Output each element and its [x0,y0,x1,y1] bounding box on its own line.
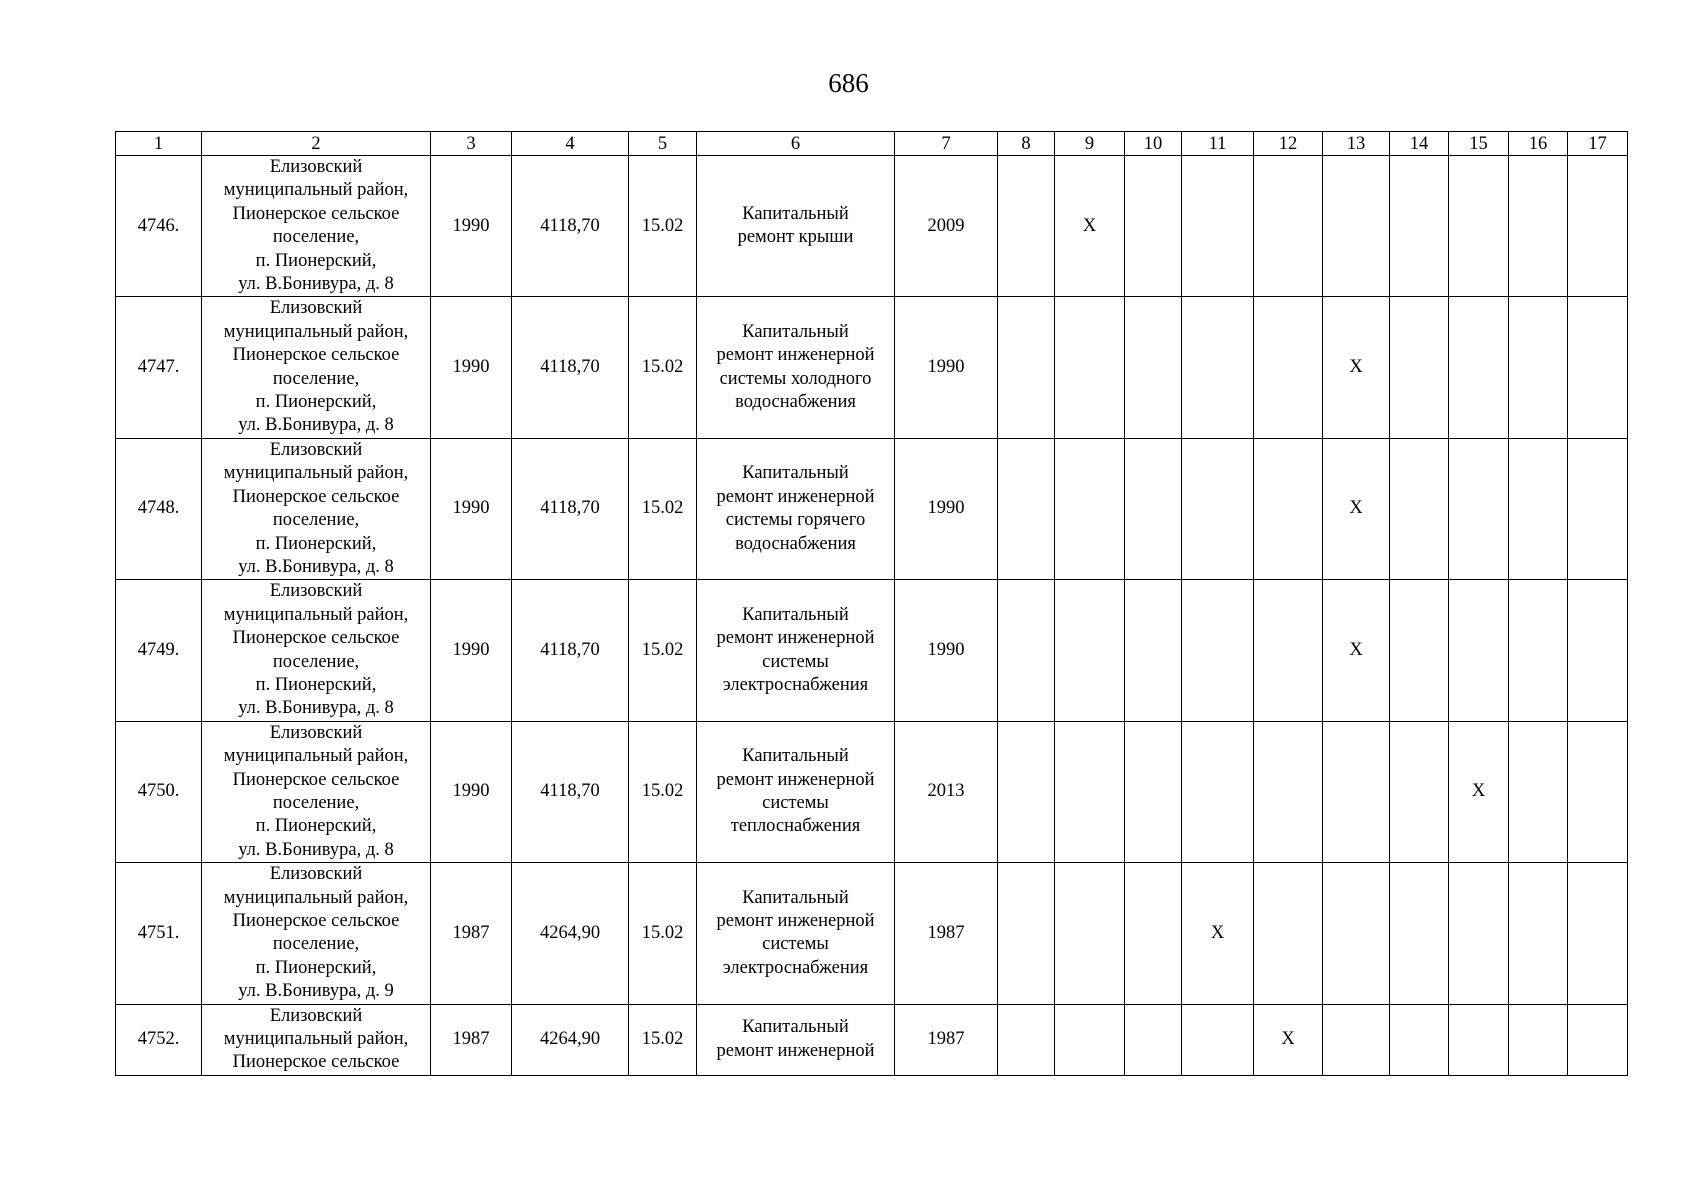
address-line: ул. В.Бонивура, д. 9 [238,981,394,1002]
address-line: Елизовский [269,864,363,885]
mark-cell [1125,156,1182,297]
total-area: 4118,70 [512,438,629,579]
address-line: поселение, [272,792,360,813]
work-year: 1990 [895,297,998,438]
work-type-line: ремонт инженерной [716,486,875,507]
total-area: 4118,70 [512,580,629,721]
work-type-line: ремонт крыши [737,227,854,248]
mark-cell [1323,863,1390,1004]
row-number: 4751. [116,863,202,1004]
address [202,297,431,438]
column-header: 2 [202,132,431,156]
work-year: 2009 [895,156,998,297]
address-line: ул. В.Бонивура, д. 8 [238,698,394,719]
mark-cell [1509,580,1568,721]
work-type [697,156,895,297]
total-area: 4264,90 [512,1004,629,1075]
mark-cell [1509,297,1568,438]
table-row [116,863,1628,1004]
work-type-line: системы [762,651,829,672]
column-header: 16 [1509,132,1568,156]
address-line: ул. В.Бонивура, д. 8 [238,839,394,860]
row-number: 4750. [116,721,202,862]
work-type [697,721,895,862]
mark-cell [1182,438,1254,579]
address-line: муниципальный район, [223,321,409,342]
mark-cell [1125,580,1182,721]
work-type-line: Капитальный [742,321,849,342]
address-line: Пионерское сельское [232,911,400,931]
column-header: 17 [1568,132,1628,156]
work-type-line: системы горячего [725,510,866,531]
work-year: 2013 [895,721,998,862]
row-number: 4746. [116,156,202,297]
header-row [116,132,1628,156]
mark-cell [1568,438,1628,579]
mark-cell: X [1182,863,1254,1004]
mark-cell: X [1323,580,1390,721]
column-header: 4 [512,132,629,156]
mark-cell [1449,297,1509,438]
mark-cell [1509,1004,1568,1075]
mark-cell [1390,156,1449,297]
table-row [116,721,1628,862]
address-line: муниципальный район, [223,463,409,484]
address-line: Елизовский [269,439,363,460]
work-type [697,1004,895,1075]
mark-cell [1125,863,1182,1004]
table-body [116,156,1628,1076]
address-line: п. Пионерский, [255,533,377,554]
code: 15.02 [629,1004,697,1075]
mark-cell [1509,863,1568,1004]
mark-cell [1182,721,1254,862]
column-header: 11 [1182,132,1254,156]
address-line: п. Пионерский, [255,816,377,837]
column-header: 3 [431,132,512,156]
code: 15.02 [629,721,697,862]
build-year: 1990 [431,580,512,721]
work-year: 1987 [895,1004,998,1075]
mark-cell [1568,1004,1628,1075]
address-line: Пионерское сельское [232,769,400,790]
mark-cell [1390,1004,1449,1075]
table-row [116,438,1628,579]
mark-cell [1254,438,1323,579]
address-line: поселение, [272,934,360,955]
total-area: 4264,90 [512,863,629,1004]
work-type-line: Капитальный [742,463,849,484]
column-header: 13 [1323,132,1390,156]
table-row [116,297,1628,438]
column-header: 7 [895,132,998,156]
code: 15.02 [629,156,697,297]
address-line: муниципальный район, [223,746,409,767]
mark-cell [1055,297,1125,438]
mark-cell [1182,156,1254,297]
address-line: п. Пионерский, [255,674,377,695]
mark-cell [1568,156,1628,297]
address-line: муниципальный район, [223,887,409,908]
table-row [116,1004,1628,1075]
mark-cell [1125,1004,1182,1075]
build-year: 1990 [431,297,512,438]
work-type-line: водоснабжения [735,533,856,554]
mark-cell [1449,156,1509,297]
address-line: Пионерское сельское [232,345,400,366]
build-year: 1987 [431,1004,512,1075]
column-header: 8 [998,132,1055,156]
address-line: Пионерское сельское [232,486,400,507]
total-area: 4118,70 [512,721,629,862]
address-line: муниципальный район, [223,1029,409,1050]
mark-cell [998,580,1055,721]
address-line: поселение, [272,510,360,531]
work-type-line: системы холодного [719,368,872,389]
work-year: 1987 [895,863,998,1004]
row-number: 4747. [116,297,202,438]
mark-cell [998,438,1055,579]
column-header: 9 [1055,132,1125,156]
mark-cell [1254,580,1323,721]
mark-cell [1390,580,1449,721]
address-line: п. Пионерский, [255,392,377,413]
mark-cell [1125,438,1182,579]
work-type-line: Капитальный [742,887,849,908]
address-line: ул. В.Бонивура, д. 8 [238,274,394,295]
address-line: поселение, [272,651,360,672]
address-line: Пионерское сельское [232,203,400,224]
address [202,721,431,862]
mark-cell [1390,721,1449,862]
work-type-line: ремонт инженерной [716,769,875,790]
work-type-line: теплоснабжения [730,816,861,837]
work-type-line: Капитальный [742,604,849,625]
address-line: ул. В.Бонивура, д. 8 [238,556,394,577]
address [202,156,431,297]
work-type-line: электроснабжения [722,957,869,978]
work-type [697,863,895,1004]
mark-cell [1390,863,1449,1004]
work-type-line: ремонт инженерной [716,345,875,366]
repair-register-table [115,131,1628,1076]
mark-cell [1390,297,1449,438]
build-year: 1990 [431,438,512,579]
mark-cell [1449,438,1509,579]
address-line: поселение, [272,227,360,248]
mark-cell [1254,156,1323,297]
work-type-line: системы [762,792,829,813]
mark-cell [1182,580,1254,721]
mark-cell [1125,721,1182,862]
mark-cell [1055,580,1125,721]
build-year: 1990 [431,156,512,297]
code: 15.02 [629,580,697,721]
mark-cell [1055,721,1125,862]
column-header: 10 [1125,132,1182,156]
address-line: Елизовский [269,1005,363,1026]
mark-cell [1254,863,1323,1004]
table-row [116,156,1628,297]
work-type-line: системы [762,934,829,955]
mark-cell: X [1055,156,1125,297]
row-number: 4749. [116,580,202,721]
work-year: 1990 [895,438,998,579]
mark-cell [1568,297,1628,438]
page-number: 686 [828,68,869,98]
mark-cell [998,721,1055,862]
mark-cell [1449,863,1509,1004]
code: 15.02 [629,297,697,438]
address-line: Елизовский [269,157,363,177]
column-header: 1 [116,132,202,156]
mark-cell [1182,1004,1254,1075]
code: 15.02 [629,438,697,579]
table-row [116,580,1628,721]
mark-cell [1125,297,1182,438]
column-header: 6 [697,132,895,156]
mark-cell [998,297,1055,438]
work-type-line: ремонт инженерной [716,911,875,931]
mark-cell [1509,156,1568,297]
address-line: п. Пионерский, [255,250,377,271]
mark-cell: X [1323,297,1390,438]
row-number: 4752. [116,1004,202,1075]
mark-cell [1509,721,1568,862]
code: 15.02 [629,863,697,1004]
address-line: Пионерское сельское [232,628,400,649]
mark-cell [1568,721,1628,862]
mark-cell [998,156,1055,297]
build-year: 1987 [431,863,512,1004]
mark-cell [998,1004,1055,1075]
address-line: ул. В.Бонивура, д. 8 [238,415,394,436]
mark-cell [1509,438,1568,579]
address [202,580,431,721]
mark-cell [1323,156,1390,297]
address-line: муниципальный район, [223,180,409,201]
work-type-line: Капитальный [742,746,849,767]
mark-cell [1449,1004,1509,1075]
work-type-line: водоснабжения [735,392,856,413]
total-area: 4118,70 [512,297,629,438]
address-line: Пионерское сельское [232,1052,400,1073]
mark-cell: X [1323,438,1390,579]
mark-cell [1449,580,1509,721]
row-number: 4748. [116,438,202,579]
mark-cell [1055,863,1125,1004]
mark-cell [1323,1004,1390,1075]
work-type-line: ремонт инженерной [716,1040,875,1061]
column-number-header [116,132,1628,156]
mark-cell [1055,1004,1125,1075]
work-type-line: Капитальный [742,1017,849,1038]
mark-cell [1568,863,1628,1004]
address [202,863,431,1004]
mark-cell: X [1254,1004,1323,1075]
address-line: Елизовский [269,581,363,602]
build-year: 1990 [431,721,512,862]
address-line: муниципальный район, [223,604,409,625]
work-type-line: электроснабжения [722,674,869,695]
column-header: 15 [1449,132,1509,156]
mark-cell [998,863,1055,1004]
column-header: 14 [1390,132,1449,156]
mark-cell [1390,438,1449,579]
mark-cell [1254,297,1323,438]
address [202,438,431,579]
mark-cell [1182,297,1254,438]
address-line: поселение, [272,368,360,389]
mark-cell [1323,721,1390,862]
work-year: 1990 [895,580,998,721]
address-line: Елизовский [269,298,363,319]
mark-cell [1568,580,1628,721]
work-type [697,580,895,721]
column-header: 5 [629,132,697,156]
mark-cell: X [1449,721,1509,862]
address-line: Елизовский [269,722,363,743]
address-line: п. Пионерский, [255,957,377,978]
work-type [697,438,895,579]
total-area: 4118,70 [512,156,629,297]
work-type [697,297,895,438]
mark-cell [1055,438,1125,579]
work-type-line: ремонт инженерной [716,628,875,649]
address [202,1004,431,1075]
work-type-line: Капитальный [742,203,849,224]
mark-cell [1254,721,1323,862]
column-header: 12 [1254,132,1323,156]
